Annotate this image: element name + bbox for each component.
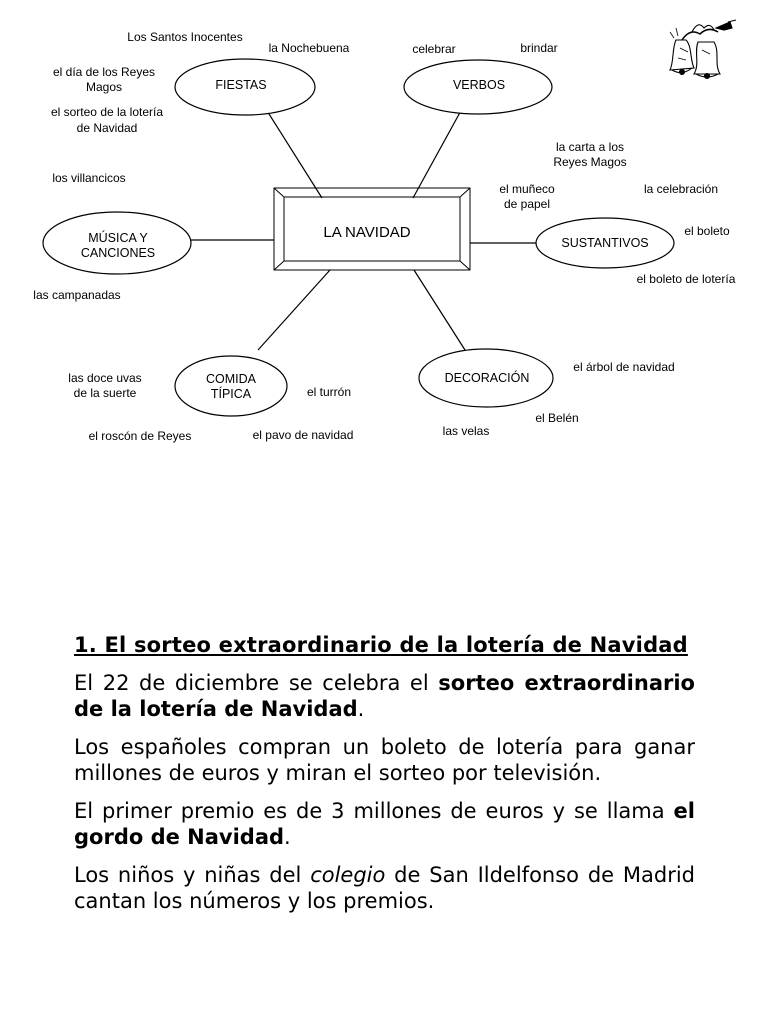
paragraph-3 xyxy=(74,798,695,850)
word-roscon: el roscón de Reyes xyxy=(88,429,192,443)
word-belen: el Belén xyxy=(535,411,579,425)
lottery-section xyxy=(74,632,695,926)
paragraph-2: Los españoles compran un boleto de lotería para ganar millones de euros y miran el sorteo por televisión. xyxy=(74,735,695,785)
word-uvas-line1: las doce uvas xyxy=(68,371,142,385)
center-title: LA NAVIDAD xyxy=(323,224,411,241)
word-boleto-loteria: el boleto de lotería xyxy=(636,272,736,286)
node-comida-label-line1: COMIDA xyxy=(206,372,256,386)
word-reyes-magos-line1: el día de los Reyes xyxy=(52,65,156,79)
word-boleto: el boleto xyxy=(684,224,730,238)
word-campanadas: las campanadas xyxy=(33,288,121,302)
word-carta-line2: Reyes Magos xyxy=(553,155,627,169)
word-velas: las velas xyxy=(442,424,490,438)
word-brindar: brindar xyxy=(520,41,558,55)
word-nochebuena: la Nochebuena xyxy=(268,41,350,55)
word-uvas-line2: de la suerte xyxy=(73,386,137,400)
node-musica-label-line1: MÚSICA Y xyxy=(88,231,148,245)
word-turron: el turrón xyxy=(306,385,352,399)
section-title: 1. El sorteo extraordinario de la lotería de Navidad xyxy=(74,633,688,657)
word-reyes-magos-line2: Magos xyxy=(85,80,123,94)
word-muneco-line2: de papel xyxy=(503,197,551,211)
paragraph-1-end: . xyxy=(357,697,365,721)
mind-map-diagram xyxy=(0,0,768,460)
node-decoracion-label: DECORACIÓN xyxy=(444,371,530,385)
node-fiestas-label: FIESTAS xyxy=(215,78,267,92)
paragraph-1-text: El 22 de diciembre se celebra el xyxy=(74,671,439,695)
node-sustantivos-label: SUSTANTIVOS xyxy=(561,236,649,250)
paragraph-4-italic: colegio xyxy=(310,863,386,887)
word-santos-inocentes: Los Santos Inocentes xyxy=(127,30,243,44)
node-musica-label-line2: CANCIONES xyxy=(80,246,156,260)
word-carta-line1: la carta a los xyxy=(555,140,625,154)
paragraph-4 xyxy=(74,862,695,914)
word-sorteo-line1: el sorteo de la lotería xyxy=(50,105,164,119)
paragraph-4-text: Los niños y niñas del xyxy=(74,863,311,887)
word-celebrar: celebrar xyxy=(412,42,456,56)
node-sustantivos-clip xyxy=(561,236,648,250)
node-verbos-label: VERBOS xyxy=(452,78,506,92)
paragraph-4-end: de San Ildelfonso de Madrid cantan los números y los premios. xyxy=(74,863,696,913)
paragraph-3-bold: el gordo de Navidad xyxy=(74,799,695,849)
node-comida-shape xyxy=(175,356,287,416)
node-comida-label-line2: TÍPICA xyxy=(210,387,252,401)
word-muneco-line1: el muñeco xyxy=(499,182,555,196)
word-pavo: el pavo de navidad xyxy=(252,428,354,442)
word-arbol: el árbol de navidad xyxy=(573,360,675,374)
paragraph-3-end: . xyxy=(284,825,291,849)
paragraph-3-text: El primer premio es de 3 millones de euros y se llama xyxy=(74,799,674,823)
paragraph-1-bold: sorteo extraordinario de la lotería de Navidad xyxy=(74,671,695,721)
word-celebracion: la celebración xyxy=(643,182,719,196)
word-villancicos: los villancicos xyxy=(52,171,126,185)
paragraph-1 xyxy=(74,670,695,722)
christmas-bells-icon xyxy=(670,20,736,79)
word-sorteo-line2: de Navidad xyxy=(76,121,138,135)
